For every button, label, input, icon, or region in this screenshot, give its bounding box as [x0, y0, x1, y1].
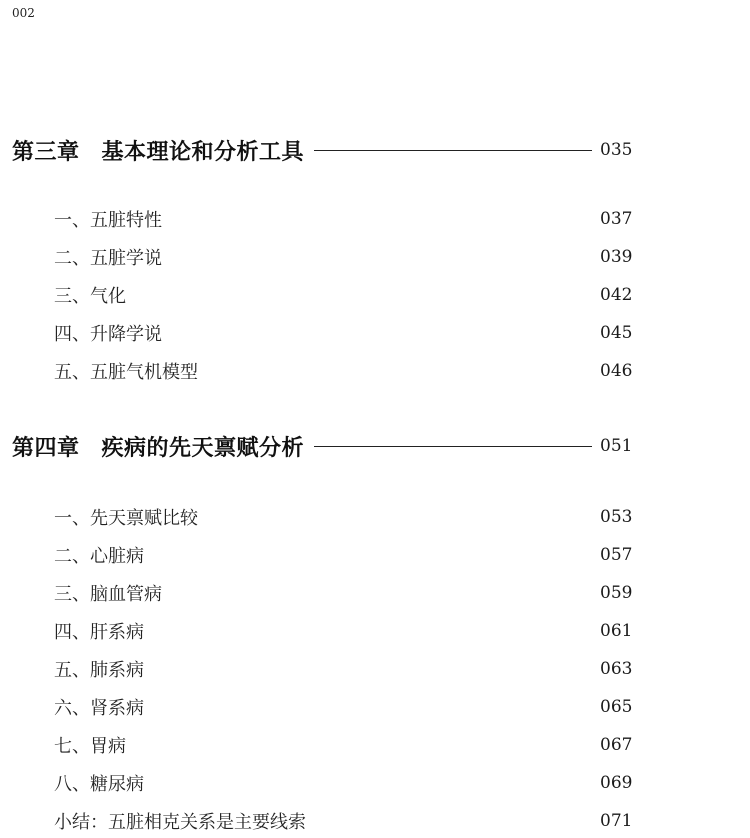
entry-title: 六、肾系病: [54, 698, 144, 719]
entry-title: 小结：五脏相克关系是主要线索: [54, 812, 306, 833]
entry-title: 五、五脏气机模型: [54, 362, 198, 383]
chapter-page: 051: [600, 436, 633, 456]
entry-title: 八、糖尿病: [54, 774, 144, 795]
toc-entry[interactable]: [54, 578, 633, 608]
chapter-number: 第三章: [12, 138, 80, 165]
entry-page: 042: [600, 285, 633, 305]
entry-page: 045: [600, 323, 633, 343]
entry-title: 四、升降学说: [54, 324, 162, 345]
entry-title: 四、肝系病: [54, 622, 144, 643]
toc-chapter-4[interactable]: [12, 431, 633, 461]
entry-page: 039: [600, 247, 633, 267]
toc-entry[interactable]: [54, 318, 633, 348]
leader-line: [314, 150, 592, 151]
toc-entry[interactable]: [54, 768, 633, 798]
toc-entry[interactable]: [54, 280, 633, 310]
chapter-title: 疾病的先天禀赋分析: [101, 434, 305, 461]
chapter-heading: [12, 135, 304, 166]
entry-title: 五、肺系病: [54, 660, 144, 681]
entry-page: 063: [600, 659, 633, 679]
entry-page: 057: [600, 545, 633, 565]
toc-entry[interactable]: [54, 356, 633, 386]
chapter-heading: [12, 431, 304, 462]
entry-title: 三、气化: [54, 286, 126, 307]
chapter-page: 035: [600, 140, 633, 160]
entry-page: 065: [600, 697, 633, 717]
entry-page: 071: [600, 811, 633, 831]
entry-page: 059: [600, 583, 633, 603]
toc-entry[interactable]: [54, 806, 633, 836]
entry-title: 二、五脏学说: [54, 248, 162, 269]
toc-entry[interactable]: [54, 242, 633, 272]
toc-entry[interactable]: [54, 654, 633, 684]
toc-entry[interactable]: [54, 502, 633, 532]
toc-entry[interactable]: [54, 204, 633, 234]
entry-page: 037: [600, 209, 633, 229]
entry-page: 061: [600, 621, 633, 641]
chapter-number: 第四章: [12, 434, 80, 461]
chapter-title: 基本理论和分析工具: [101, 138, 305, 165]
toc-entry[interactable]: [54, 540, 633, 570]
entry-title: 一、先天禀赋比较: [54, 508, 198, 529]
toc-entry[interactable]: [54, 616, 633, 646]
leader-line: [314, 446, 592, 447]
toc-chapter-3[interactable]: [12, 135, 633, 165]
toc-entry[interactable]: [54, 692, 633, 722]
entry-page: 069: [600, 773, 633, 793]
page-number: 002: [12, 6, 35, 20]
entry-title: 二、心脏病: [54, 546, 144, 567]
entry-page: 067: [600, 735, 633, 755]
entry-page: 046: [600, 361, 633, 381]
entry-title: 三、脑血管病: [54, 584, 162, 605]
entry-page: 053: [600, 507, 633, 527]
entry-title: 一、五脏特性: [54, 210, 162, 231]
toc-entry[interactable]: [54, 730, 633, 760]
entry-title: 七、胃病: [54, 736, 126, 757]
